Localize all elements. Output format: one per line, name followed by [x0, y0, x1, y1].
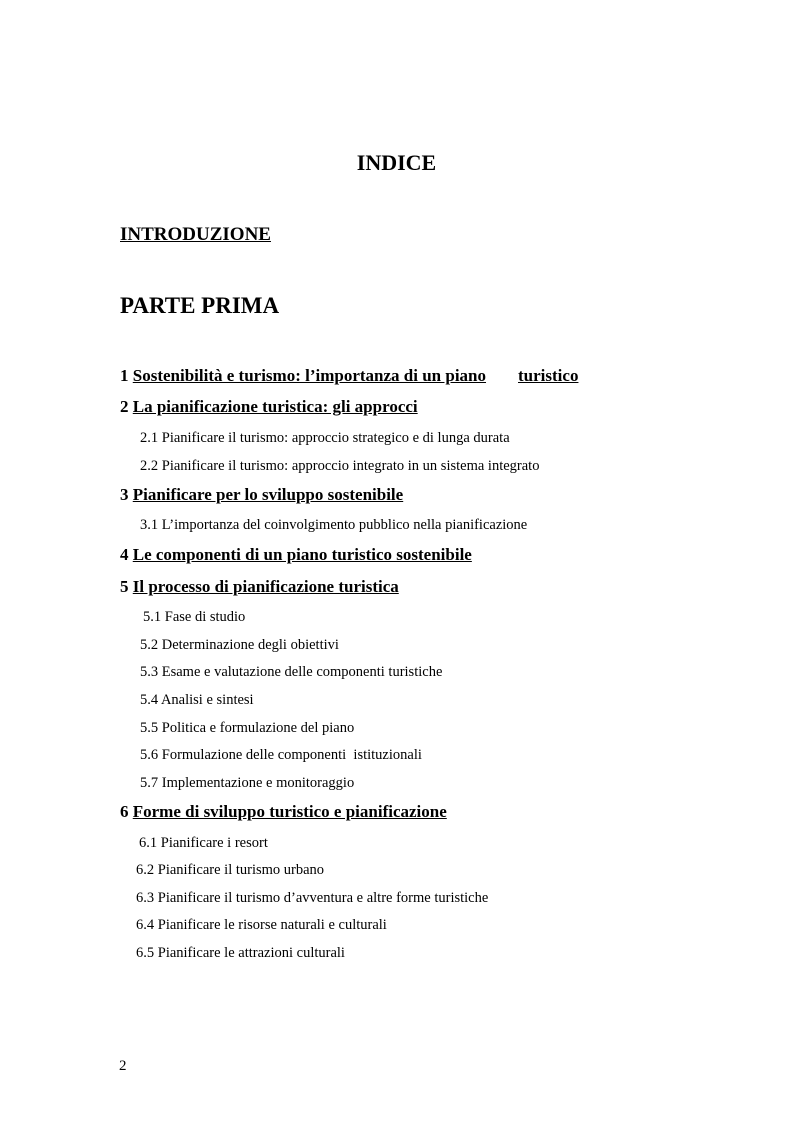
chapter-2-entry[interactable] [120, 397, 418, 417]
chapter-number: 5 [120, 577, 129, 596]
section-5-5[interactable]: 5.5 Politica e formulazione del piano [140, 720, 355, 736]
section-6-5[interactable]: 6.5 Pianificare le attrazioni culturali [136, 945, 345, 961]
chapter-number: 4 [120, 545, 129, 564]
chapter-number: 3 [120, 485, 129, 504]
chapter-number: 6 [120, 802, 129, 821]
section-6-4[interactable]: 6.4 Pianificare le risorse naturali e culturali [136, 917, 387, 933]
section-2-2[interactable]: 2.2 Pianificare il turismo: approccio integrato in un sistema integrato [140, 458, 540, 474]
introduction-heading[interactable]: INTRODUZIONE [120, 224, 271, 245]
chapter-number: 2 [120, 397, 129, 416]
chapter-number: 1 [120, 366, 129, 385]
chapter-4-entry[interactable] [120, 545, 472, 565]
section-3-1[interactable]: 3.1 L’importanza del coinvolgimento pubblico nella pianificazione [140, 517, 528, 533]
chapter-title: La pianificazione turistica: gli approcci [132, 397, 418, 416]
chapter-title: Il processo di pianificazione turistica [132, 577, 399, 596]
section-5-4[interactable]: 5.4 Analisi e sintesi [140, 692, 254, 708]
chapter-title: Le componenti di un piano turistico sostenibile [132, 545, 472, 564]
chapter-3-entry[interactable] [120, 485, 403, 505]
section-6-1[interactable]: 6.1 Pianificare i resort [139, 835, 268, 851]
section-6-2[interactable]: 6.2 Pianificare il turismo urbano [136, 862, 325, 878]
section-5-1[interactable]: 5.1 Fase di studio [143, 609, 246, 625]
section-5-3[interactable]: 5.3 Esame e valutazione delle componenti turistiche [140, 664, 443, 680]
chapter-title: Sostenibilità e turismo: l’importanza di un piano turistico [132, 366, 579, 385]
page-title: INDICE [356, 150, 437, 175]
section-5-6[interactable]: 5.6 Formulazione delle componenti istituzionali [140, 747, 422, 763]
chapter-6-entry[interactable] [120, 802, 447, 822]
part-heading: PARTE PRIMA [120, 293, 280, 318]
section-5-2[interactable]: 5.2 Determinazione degli obiettivi [140, 637, 339, 653]
chapter-5-entry[interactable] [120, 577, 399, 597]
section-6-3[interactable]: 6.3 Pianificare il turismo d’avventura e altre forme turistiche [136, 890, 489, 906]
chapter-title: Pianificare per lo sviluppo sostenibile [132, 485, 404, 504]
section-5-7[interactable]: 5.7 Implementazione e monitoraggio [140, 775, 355, 791]
section-2-1[interactable]: 2.1 Pianificare il turismo: approccio strategico e di lunga durata [140, 430, 510, 446]
page-number: 2 [119, 1058, 127, 1074]
chapter-title: Forme di sviluppo turistico e pianificazione [132, 802, 447, 821]
chapter-1-entry[interactable] [120, 366, 578, 386]
